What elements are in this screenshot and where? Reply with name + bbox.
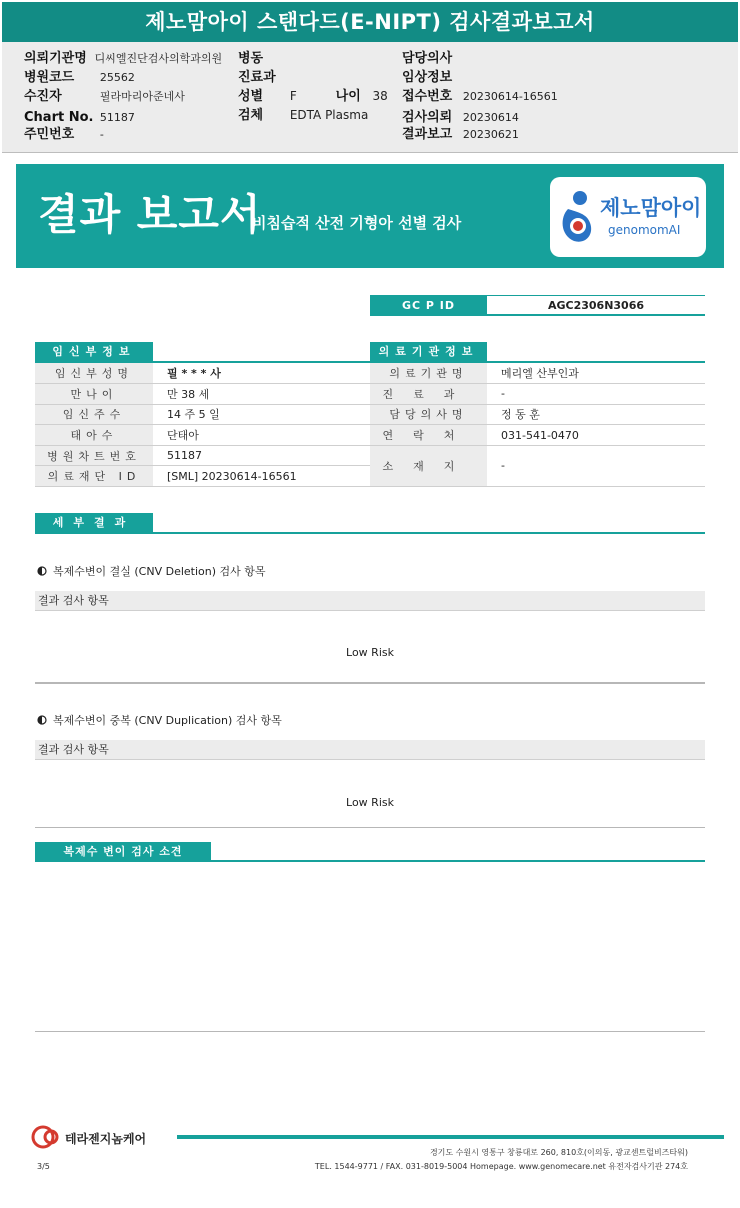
- company-logo-icon: [31, 1125, 63, 1149]
- recipient-row: [24, 87, 185, 106]
- row-value: -: [487, 384, 705, 405]
- company-contact: TEL. 1544-9771 / FAX. 031-8019-5004 Homepage. www.genomecare.net 유전자검사기관 274호: [314, 1162, 688, 1171]
- hospital-code-value: 25562: [99, 71, 135, 84]
- row-value: 51187: [153, 445, 370, 466]
- age-label: 나이: [335, 89, 361, 104]
- row-value: -: [487, 445, 705, 486]
- row-label: 소재지: [370, 445, 487, 486]
- ward-row: [238, 49, 267, 68]
- institution-label: 의뢰기관명: [24, 51, 87, 66]
- age-value: 38: [372, 89, 388, 103]
- duplication-title: 복제수변이 중복 (CNV Duplication) 검사 항목: [53, 714, 282, 727]
- page-number: 3/5: [37, 1162, 50, 1171]
- doctor-label: 담당의사: [402, 51, 453, 66]
- table-row: [35, 445, 370, 466]
- row-value: 단태아: [153, 425, 370, 446]
- chart-no-label: Chart No.: [24, 110, 94, 125]
- doctor-row: [402, 49, 456, 68]
- duplication-header: 결과 검사 항목: [35, 740, 705, 760]
- row-label: 의료기관명: [370, 363, 487, 384]
- deletion-result: Low Risk: [346, 646, 394, 659]
- report-date-label: 결과보고: [402, 127, 453, 142]
- table-row: [370, 384, 705, 405]
- specimen-value: EDTA Plasma: [289, 108, 369, 122]
- resident-no-label: 주민번호: [24, 127, 75, 142]
- request-date-label: 검사의뢰: [402, 110, 453, 125]
- row-value: 정 동 훈: [487, 404, 705, 425]
- row-label: 임신부성명: [35, 363, 153, 384]
- opinion-tab: 복제수 변이 검사 소견: [35, 842, 211, 862]
- table-row: [370, 425, 705, 446]
- table-row: [35, 363, 370, 384]
- row-label: 진료과: [370, 384, 487, 405]
- footer-bar: [177, 1135, 724, 1139]
- table-row: [370, 363, 705, 384]
- receipt-no-label: 접수번호: [402, 89, 453, 104]
- hospital-code-row: [24, 68, 135, 87]
- row-label: 의료재단 ID: [35, 466, 153, 487]
- request-date-value: 20230614: [462, 111, 519, 124]
- row-label: 담당의사명: [370, 404, 487, 425]
- report-date-row: [402, 125, 519, 144]
- institution-value: 디씨엘진단검사의학과의원: [94, 52, 223, 65]
- row-label: 병원차트번호: [35, 445, 153, 466]
- pregnant-info-tab: 임신부정보: [35, 342, 153, 362]
- row-value: 14 주 5 일: [153, 404, 370, 425]
- department-row: [238, 68, 280, 87]
- gcpid-label: GC P ID: [370, 295, 487, 316]
- sex-value: F: [289, 89, 297, 103]
- row-value: 필 * * * 사: [153, 363, 370, 384]
- company-name: 테라젠지놈케어: [65, 1132, 147, 1146]
- clinical-label: 임상정보: [402, 70, 453, 85]
- result-banner: [16, 164, 724, 268]
- detail-tab: 세부결과: [35, 513, 153, 533]
- banner-title: 결과 보고서: [38, 190, 262, 239]
- row-value: 메리엘 산부인과: [487, 363, 705, 384]
- patient-info-panel: [2, 42, 738, 153]
- half-circle-icon: [37, 715, 47, 725]
- sex-label: 성별: [238, 89, 264, 104]
- banner-subtitle: 비침습적 산전 기형아 선별 검사: [252, 214, 462, 232]
- table-row: [35, 384, 370, 405]
- opinion-line: [35, 860, 705, 862]
- gcpid-value: AGC2306N3066: [487, 295, 705, 316]
- genomom-logo: [550, 177, 706, 257]
- detail-line: [35, 532, 705, 534]
- genomom-mother-icon: [558, 189, 598, 245]
- institution-info-tab: 의료기관정보: [370, 342, 487, 362]
- deletion-divider: [35, 682, 705, 684]
- row-value: [SML] 20230614-16561: [153, 466, 370, 487]
- company-address: 경기도 수원시 영통구 창룡대로 260, 810호(이의동, 광교센트럴비즈타워): [429, 1148, 688, 1157]
- resident-no-value: -: [99, 128, 104, 141]
- table-row: [35, 404, 370, 425]
- institution-row: [24, 49, 222, 68]
- specimen-label: 검체: [238, 108, 264, 123]
- opinion-divider: [35, 1031, 705, 1032]
- half-circle-icon: [37, 566, 47, 576]
- receipt-no-value: 20230614-16561: [462, 90, 558, 103]
- clinical-row: [402, 68, 456, 87]
- pregnant-info-table: [35, 363, 370, 487]
- row-value: 031-541-0470: [487, 425, 705, 446]
- duplication-divider: [35, 827, 705, 828]
- specimen-row: [238, 106, 368, 125]
- row-value: 만 38 세: [153, 384, 370, 405]
- row-label: 태아수: [35, 425, 153, 446]
- recipient-value: 필라마리아준네사: [99, 90, 185, 103]
- report-date-value: 20230621: [462, 128, 519, 141]
- table-row: [35, 466, 370, 487]
- table-row: [370, 404, 705, 425]
- recipient-label: 수진자: [24, 89, 62, 104]
- receipt-no-row: [402, 87, 558, 106]
- deletion-title-row: [37, 564, 266, 580]
- resident-no-row: [24, 125, 104, 144]
- row-label: 임신주수: [35, 404, 153, 425]
- duplication-result: Low Risk: [346, 796, 394, 809]
- row-label: 연락처: [370, 425, 487, 446]
- hospital-code-label: 병원코드: [24, 70, 75, 85]
- report-title: 제노맘아이 스탠다드(E-NIPT) 검사결과보고서: [2, 2, 738, 42]
- logo-text: 제노맘아이: [600, 196, 702, 220]
- logo-subtext: genomomAI: [608, 223, 681, 237]
- deletion-header: 결과 검사 항목: [35, 591, 705, 611]
- table-row: [370, 445, 705, 486]
- department-label: 진료과: [238, 70, 276, 85]
- deletion-title: 복제수변이 결실 (CNV Deletion) 검사 항목: [53, 565, 266, 578]
- sex-row: [238, 87, 388, 106]
- ward-label: 병동: [238, 51, 264, 66]
- institution-info-table: [370, 363, 705, 487]
- chart-no-value: 51187: [99, 111, 135, 124]
- row-label: 만나이: [35, 384, 153, 405]
- table-row: [35, 425, 370, 446]
- duplication-title-row: [37, 713, 282, 729]
